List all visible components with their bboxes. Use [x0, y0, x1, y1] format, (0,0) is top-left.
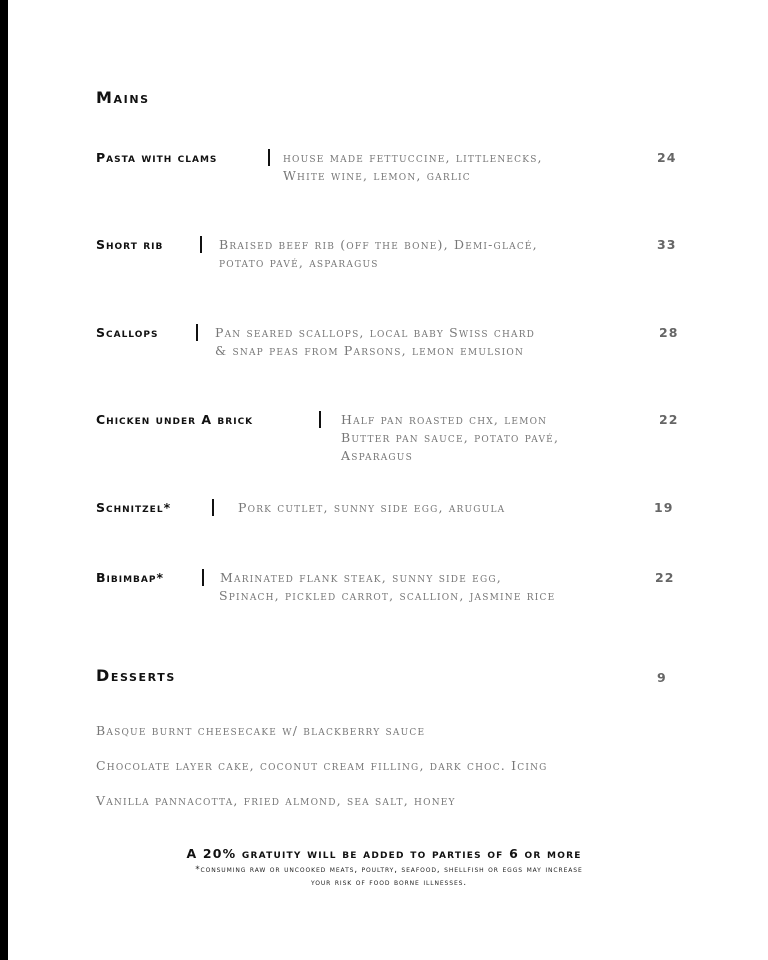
dish-name-short-rib: Short rib [96, 237, 164, 252]
separator [319, 411, 321, 428]
dessert-item-pannacotta: Vanilla pannacotta, fried almond, sea salt, honey [96, 793, 456, 808]
dish-price-pasta: 24 [657, 150, 677, 165]
separator [200, 236, 202, 253]
separator [196, 324, 198, 341]
dish-price-bibimbap: 22 [655, 570, 675, 585]
dish-desc-pasta-1: house made fettuccine, littlenecks, [283, 150, 543, 165]
dish-desc-chicken-2: Butter pan sauce, potato pavé, [341, 430, 560, 445]
dish-name-pasta: Pasta with clams [96, 150, 218, 165]
dish-desc-short-rib-1: Braised beef rib (off the bone), Demi-glacé, [219, 237, 538, 252]
separator [268, 149, 270, 166]
dish-desc-scallops-1: Pan seared scallops, local baby Swiss chard [215, 325, 536, 340]
dish-desc-chicken-1: Half pan roasted chx, lemon [341, 412, 548, 427]
mains-heading: Mains [96, 88, 150, 107]
desserts-heading: Desserts [96, 666, 176, 685]
dessert-item-chocolate-cake: Chocolate layer cake, coconut cream filling, dark choc. Icing [96, 758, 548, 773]
disclaimer-line-1: *consuming raw or uncooked meats, poultry, seafood, shellfish or eggs may increase [195, 865, 583, 875]
dish-price-schnitzel: 19 [654, 500, 674, 515]
dish-price-chicken: 22 [659, 412, 679, 427]
dish-price-short-rib: 33 [657, 237, 677, 252]
dish-name-scallops: Scallops [96, 325, 159, 340]
separator [202, 569, 204, 586]
dish-desc-bibimbap-1: Marinated flank steak, sunny side egg, [220, 570, 502, 585]
dessert-item-cheesecake: Basque burnt cheesecake w/ blackberry sauce [96, 723, 426, 738]
food-safety-disclaimer [0, 864, 768, 890]
dish-desc-bibimbap-2: Spinach, pickled carrot, scallion, jasmine rice [219, 588, 556, 603]
dish-desc-pasta-2: White wine, lemon, garlic [283, 168, 471, 183]
separator [212, 499, 214, 516]
gratuity-notice: A 20% gratuity will be added to parties of 6 or more [186, 846, 582, 861]
dish-name-schnitzel: Schnitzel* [96, 500, 172, 515]
dish-desc-chicken-3: Asparagus [341, 448, 413, 463]
dish-desc-scallops-2: & snap peas from Parsons, lemon emulsion [215, 343, 525, 358]
disclaimer-line-2: your risk of food borne illnesses. [311, 878, 467, 888]
dish-price-scallops: 28 [659, 325, 679, 340]
desserts-price: 9 [657, 670, 667, 685]
dish-desc-schnitzel-1: Pork cutlet, sunny side egg, arugula [238, 500, 506, 515]
dish-name-chicken: Chicken under A brick [96, 412, 254, 427]
dish-name-bibimbap: Bibimbap* [96, 570, 164, 585]
dish-desc-short-rib-2: potato pavé, asparagus [219, 255, 379, 270]
